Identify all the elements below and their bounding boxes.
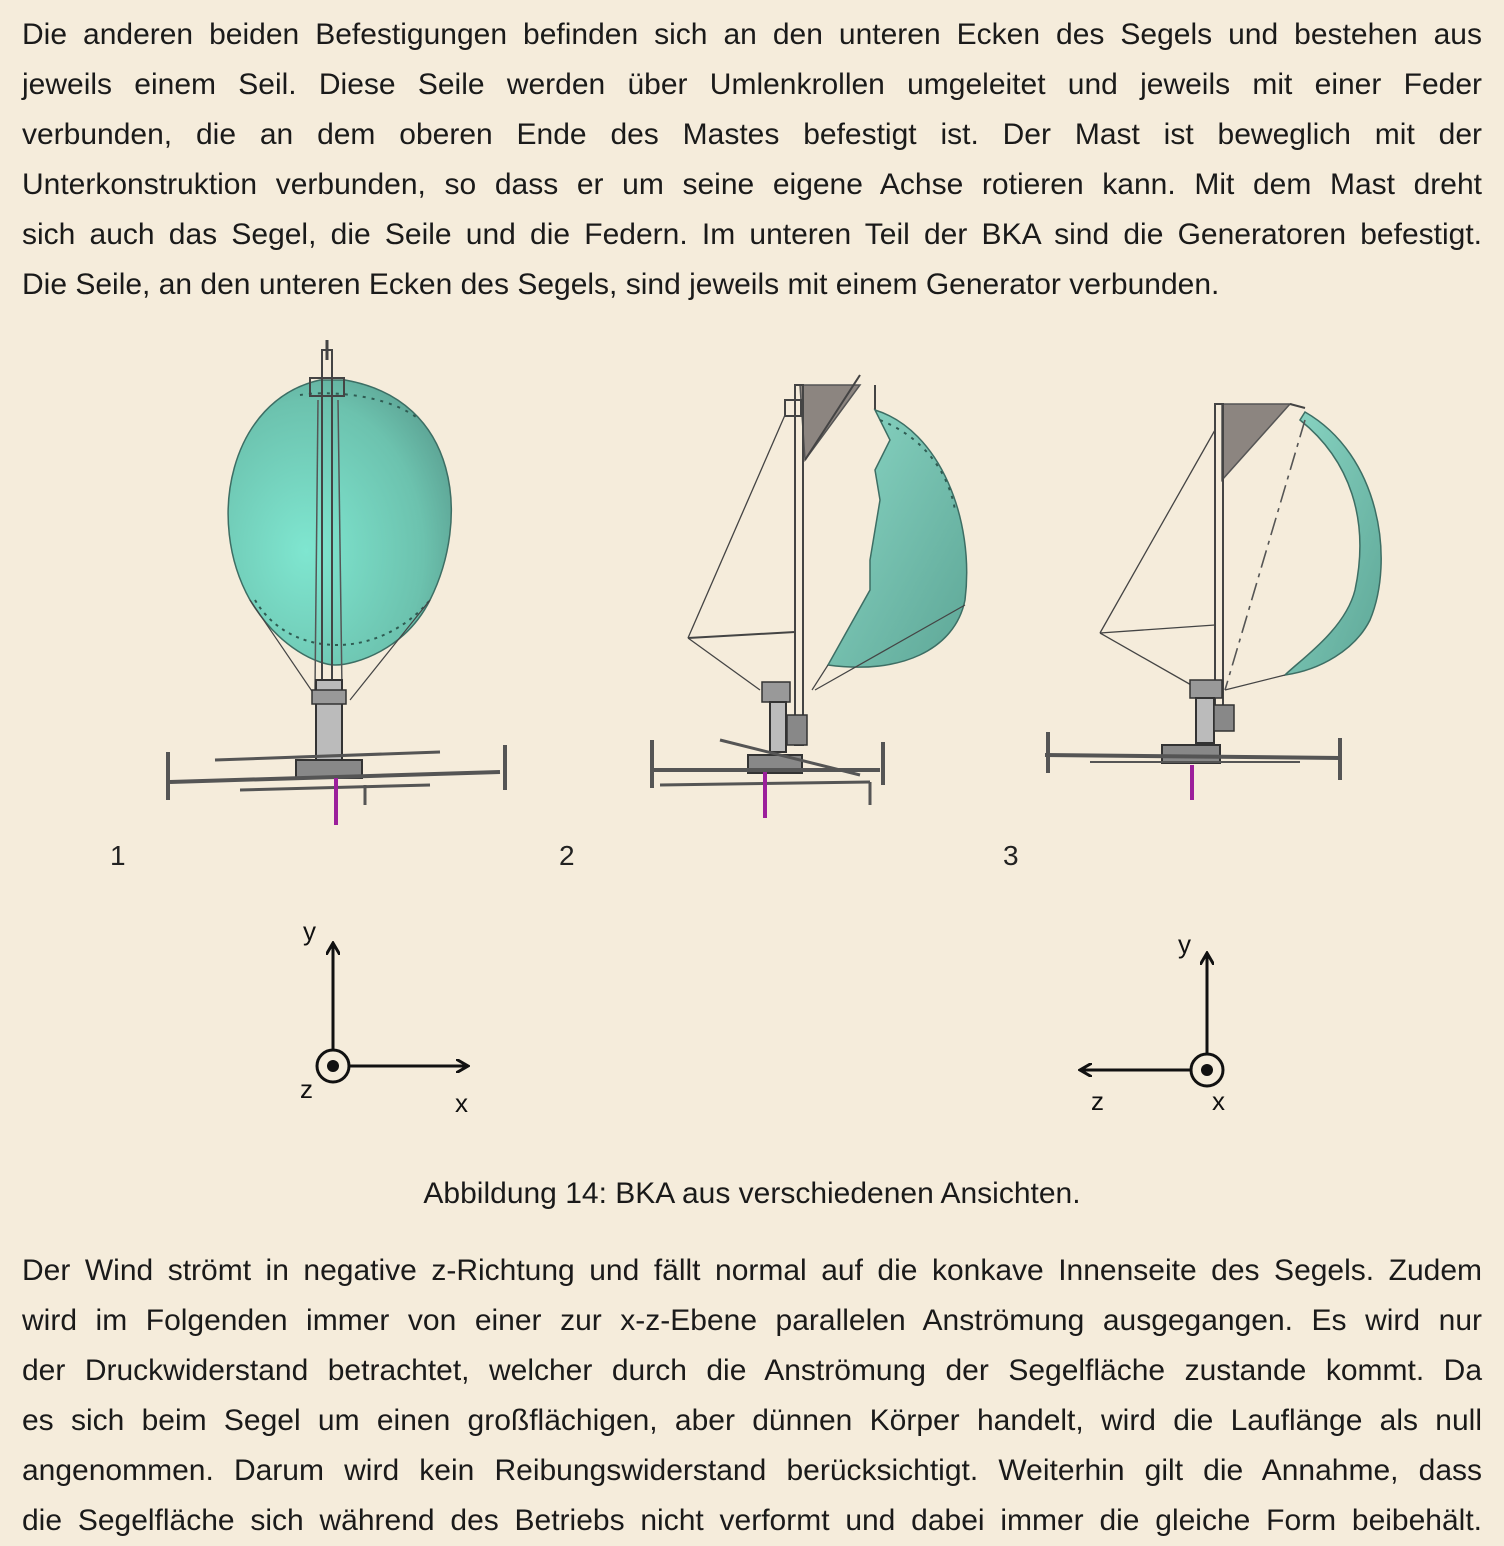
bka-view-2	[650, 375, 967, 818]
sail-shape	[1285, 412, 1381, 675]
axis-label-x: x	[455, 1088, 468, 1118]
view-number-1: 1	[110, 840, 126, 871]
text-line: angenommen. Darum wird kein Reibungswiderstand berücksichtigt. Weiterhin gilt die Annahme, dass	[22, 1454, 1482, 1487]
text-line: Die anderen beiden Befestigungen befinden sich an den unteren Ecken des Segels und bestehen aus	[22, 18, 1482, 51]
text-line: jeweils einem Seil. Diese Seile werden über Umlenkrollen umgeleitet und jeweils mit einer Feder	[22, 68, 1482, 101]
coordinate-axes-right	[1082, 929, 1225, 1116]
text-line: Die Seile, an den unteren Ecken des Segels, sind jeweils mit einem Generator verbunden.	[22, 268, 1220, 301]
view-number-2: 2	[559, 840, 575, 871]
text-line: sich auch das Segel, die Seile und die Federn. Im unteren Teil der BKA sind die Generatoren befestigt.	[22, 218, 1482, 251]
text-line: der Druckwiderstand betrachtet, welcher durch die Anströmung der Segelfläche zustande kommt. Da	[22, 1354, 1482, 1387]
text-line: Der Wind strömt in negative z-Richtung und fällt normal auf die konkave Innenseite des Segels. Zudem	[22, 1254, 1482, 1287]
axis-label-y: y	[303, 916, 316, 946]
axis-label-y: y	[1178, 929, 1191, 959]
text-line: die Segelfläche sich während des Betriebs nicht verformt und dabei immer die gleiche Form beibehält.	[22, 1504, 1482, 1537]
bka-view-3	[1045, 404, 1381, 800]
axis-label-z: z	[1091, 1086, 1104, 1116]
text-line: wird im Folgenden immer von einer zur x-z-Ebene parallelen Anströmung ausgegangen. Es wird nur	[22, 1304, 1482, 1337]
axis-label-x: x	[1212, 1086, 1225, 1116]
text-line: Unterkonstruktion verbunden, so dass er um seine eigene Achse rotieren kann. Mit dem Mast dreht	[22, 168, 1482, 201]
bottom-paragraph	[22, 1246, 1482, 1546]
coordinate-axes-left	[300, 916, 468, 1118]
sail-shape	[828, 410, 967, 667]
axis-label-z: z	[300, 1074, 313, 1104]
bka-view-1	[168, 340, 505, 825]
text-line: es sich beim Segel um einen großflächigen, aber dünnen Körper handelt, wird die Lauflänge als null	[22, 1404, 1482, 1437]
text-line: verbunden, die an dem oberen Ende des Mastes befestigt ist. Der Mast ist beweglich mit der	[22, 118, 1482, 151]
figure-caption: Abbildung 14: BKA aus verschiedenen Ansichten.	[423, 1177, 1081, 1210]
view-number-3: 3	[1003, 840, 1019, 871]
